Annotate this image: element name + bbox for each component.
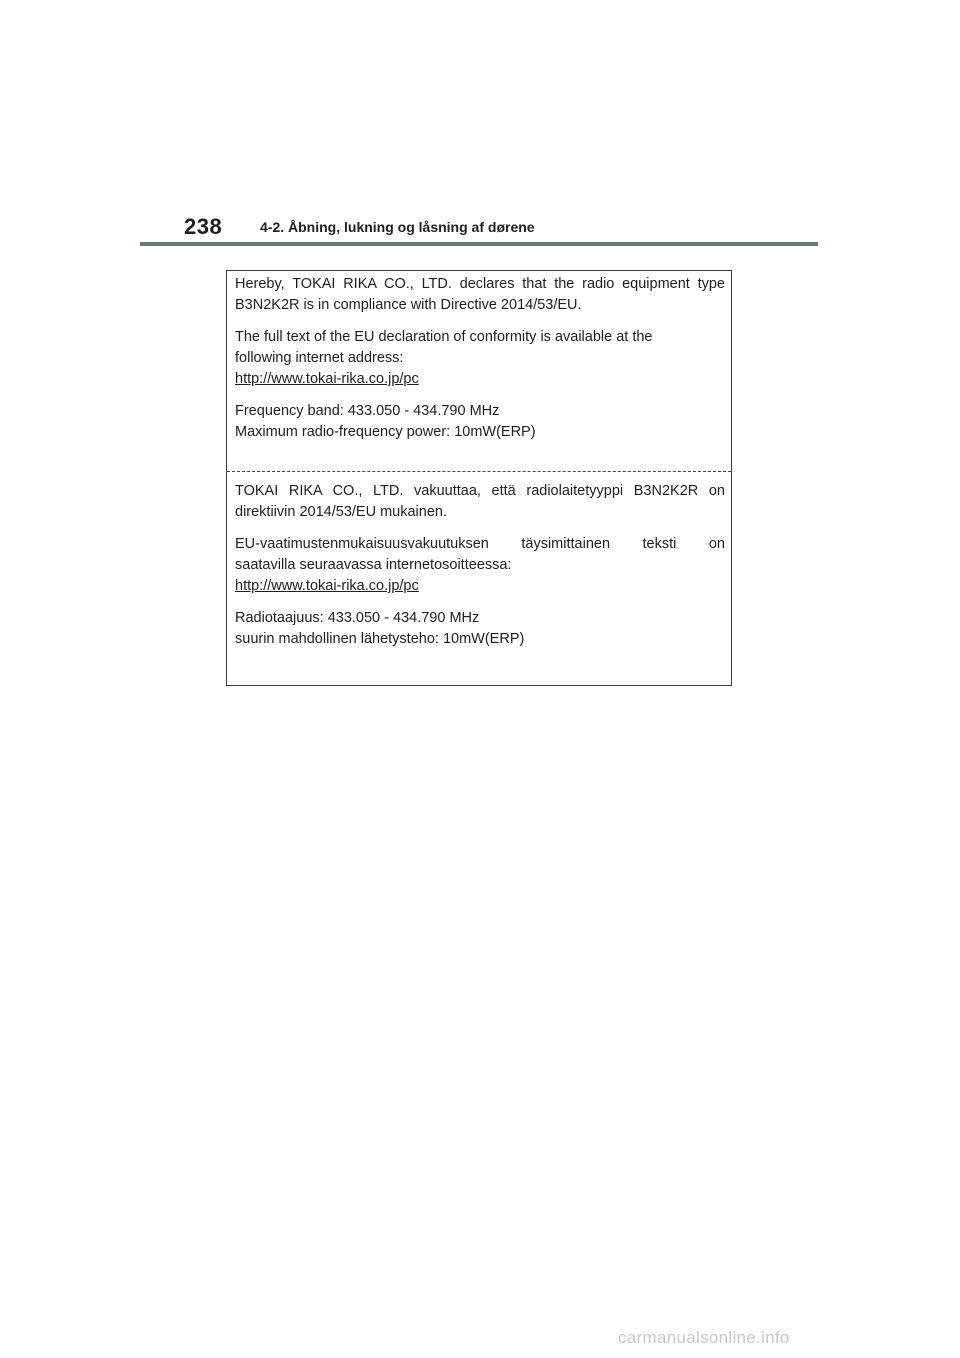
declaration-line: Hereby, TOKAI RIKA CO., LTD. declares that the radio equipment type xyxy=(235,276,725,292)
watermark: carmanualsonline.info xyxy=(618,1328,790,1347)
regulatory-notice-box xyxy=(226,270,732,686)
notice-section-finnish xyxy=(235,481,725,661)
fulltext-line: EU-vaatimustenmukaisuusvakuutuksen täysimittainen teksti on xyxy=(235,536,725,552)
fulltext-paragraph-finnish xyxy=(235,534,725,597)
page-number: 238 xyxy=(184,214,223,239)
fulltext-line: saatavilla seuraavassa internetosoitteessa: xyxy=(235,557,512,573)
frequency-band-text: Radiotaajuus: 433.050 - 434.790 MHz xyxy=(235,610,480,626)
section-title: 4-2. Åbning, lukning og låsning af dørene xyxy=(260,219,535,235)
max-power-text: Maximum radio-frequency power: 10mW(ERP) xyxy=(235,424,536,440)
fulltext-line: following internet address: xyxy=(235,350,404,366)
frequency-band-text: Frequency band: 433.050 - 434.790 MHz xyxy=(235,403,500,419)
declaration-line: direktiivin 2014/53/EU mukainen. xyxy=(235,504,447,520)
notice-section-english xyxy=(235,274,725,454)
header-rule xyxy=(140,242,818,246)
fulltext-line: The full text of the EU declaration of conformity is available at the xyxy=(235,329,653,345)
conformity-url-link[interactable]: http://www.tokai-rika.co.jp/pc xyxy=(235,371,419,387)
declaration-paragraph-english xyxy=(235,274,725,316)
section-divider xyxy=(227,471,731,472)
declaration-paragraph-finnish xyxy=(235,481,725,523)
frequency-paragraph-english xyxy=(235,401,725,443)
max-power-text: suurin mahdollinen lähetysteho: 10mW(ERP) xyxy=(235,631,525,647)
declaration-line: TOKAI RIKA CO., LTD. vakuuttaa, että radiolaitetyyppi B3N2K2R on xyxy=(235,483,725,499)
fulltext-paragraph-english xyxy=(235,327,725,390)
frequency-paragraph-finnish xyxy=(235,608,725,650)
conformity-url-link[interactable]: http://www.tokai-rika.co.jp/pc xyxy=(235,578,419,594)
declaration-line: B3N2K2R is in compliance with Directive 2014/53/EU. xyxy=(235,297,582,313)
